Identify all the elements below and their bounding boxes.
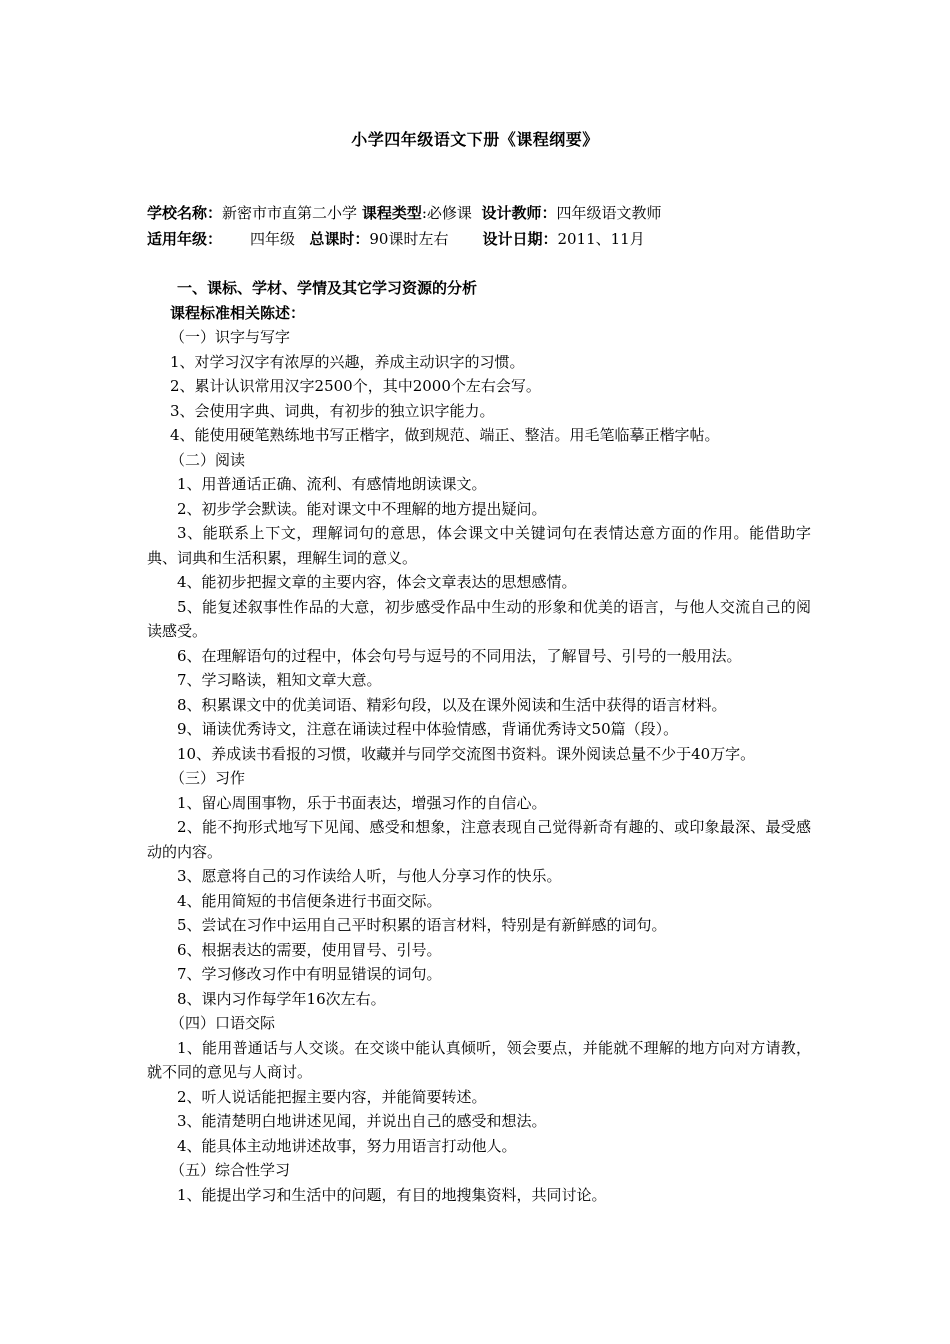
list-item: 1、能提出学习和生活中的问题，有目的地搜集资料，共同讨论。 <box>177 1185 607 1204</box>
list-item: 10、养成读书看报的习惯，收藏并与同学交流图书资料。课外阅读总量不少于40万字。 <box>177 744 756 763</box>
page-title: 小学四年级语文下册《课程纲要》 <box>351 130 599 149</box>
meta-line-1 <box>147 202 661 223</box>
document-body <box>147 276 811 1207</box>
list-item: 6、根据表达的需要，使用冒号、引号。 <box>177 940 442 959</box>
list-item: 3、愿意将自己的习作读给人听，与他人分享习作的快乐。 <box>177 867 562 885</box>
section-subheading: 课程标准相关陈述： <box>170 303 306 322</box>
date-value: 2011、11月 <box>557 230 645 248</box>
list-item: 2、能不拘形式地写下见闻、感受和想象，注意表现自己觉得新奇有趣的、或印象最深、最受感动的内容。 <box>147 818 811 861</box>
list-item: 8、积累课文中的优美词语、精彩句段，以及在课外阅读和生活中获得的语言材料。 <box>177 695 727 714</box>
list-item: 3、能联系上下文，理解词句的意思，体会课文中关键词句在表情达意方面的作用。能借助字典、词典和生活积累，理解生词的意义。 <box>147 524 811 567</box>
hours-value: 90课时左右 <box>369 230 449 248</box>
list-item: 5、能复述叙事性作品的大意，初步感受作品中生动的形象和优美的语言，与他人交流自己的阅读感受。 <box>147 597 811 640</box>
grade-value: 四年级 <box>250 230 296 248</box>
list-item: 6、在理解语句的过程中，体会句号与逗号的不同用法，了解冒号、引号的一般用法。 <box>177 646 742 665</box>
part-title-writing: （三）习作 <box>170 769 246 787</box>
list-item: 4、能使用硬笔熟练地书写正楷字，做到规范、端正、整洁。用毛笔临摹正楷字帖。 <box>170 426 720 444</box>
meta-line-2 <box>147 228 645 249</box>
list-item: 7、学习略读，粗知文章大意。 <box>177 671 382 689</box>
hours-label: 总课时： <box>309 230 370 248</box>
list-item: 3、会使用字典、词典，有初步的独立识字能力。 <box>170 401 495 420</box>
list-item: 2、听人说话能把握主要内容，并能简要转述。 <box>177 1087 487 1106</box>
list-item: 4、能用简短的书信便条进行书面交际。 <box>177 891 442 910</box>
list-item: 9、诵读优秀诗文，注意在诵读过程中体验情感，背诵优秀诗文50篇（段）。 <box>177 720 679 738</box>
list-item: 4、能具体主动地讲述故事，努力用语言打动他人。 <box>177 1136 517 1155</box>
list-item: 1、能用普通话与人交谈。在交谈中能认真倾听，领会要点，并能就不理解的地方向对方请教，就不同的意见与人商讨。 <box>147 1038 811 1081</box>
list-item: 7、学习修改习作中有明显错误的词句。 <box>177 965 442 983</box>
list-item: 8、课内习作每学年16次左右。 <box>177 989 386 1008</box>
part-title-comprehensive: （五）综合性学习 <box>170 1161 291 1179</box>
date-label: 设计日期： <box>482 230 558 248</box>
teacher-name: 四年级语文教师 <box>556 204 662 222</box>
grade-label: 适用年级： <box>147 230 223 248</box>
section-heading: 一、课标、学材、学情及其它学习资源的分析 <box>177 279 478 297</box>
list-item: 1、用普通话正确、流利、有感情地朗读课文。 <box>177 475 487 493</box>
list-item: 1、对学习汉字有浓厚的兴趣，养成主动识字的习惯。 <box>170 352 525 371</box>
list-item: 4、能初步把握文章的主要内容，体会文章表达的思想感情。 <box>177 573 577 591</box>
part-title-reading: （二）阅读 <box>170 450 246 469</box>
school-name: 新密市市直第二小学 <box>222 204 358 222</box>
list-item: 2、累计认识常用汉字2500个，其中2000个左右会写。 <box>170 377 541 395</box>
course-type: :必修课 <box>421 204 472 222</box>
part-title-literacy: （一）识字与写字 <box>170 328 291 346</box>
course-type-label: 课程类型 <box>361 204 422 222</box>
part-title-oral: （四）口语交际 <box>170 1014 276 1032</box>
list-item: 5、尝试在习作中运用自己平时积累的语言材料，特别是有新鲜感的词句。 <box>177 916 667 934</box>
school-label: 学校名称： <box>147 204 223 222</box>
list-item: 2、初步学会默读。能对课文中不理解的地方提出疑问。 <box>177 499 547 518</box>
list-item: 3、能清楚明白地讲述见闻，并说出自己的感受和想法。 <box>177 1112 547 1130</box>
list-item: 1、留心周围事物，乐于书面表达，增强习作的自信心。 <box>177 793 547 812</box>
teacher-label: 设计教师： <box>481 204 557 222</box>
